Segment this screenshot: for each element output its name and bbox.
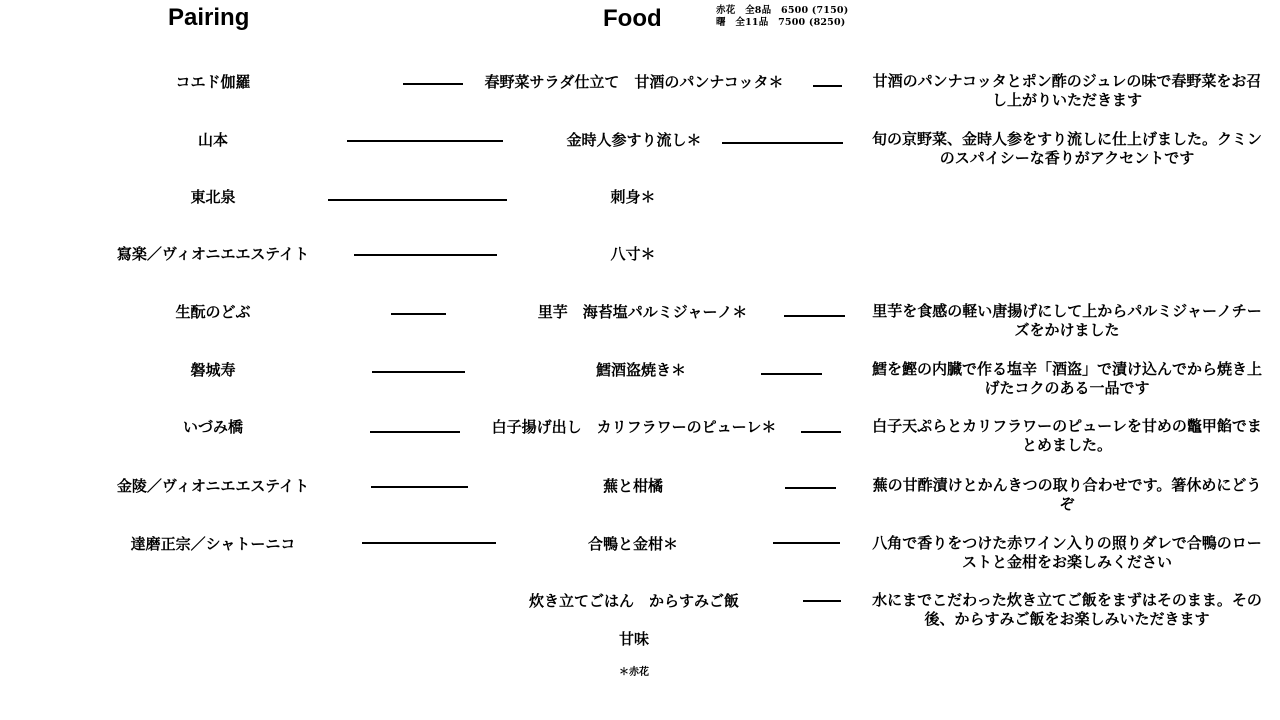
dish-name: 合鴨と金柑＊	[587, 535, 678, 553]
dish-description: 八角で香りをつけた赤ワイン入りの照りダレで合鴨のローストと金柑をお楽しみください	[872, 534, 1262, 571]
menu-row	[0, 130, 1280, 180]
connector-line	[347, 140, 503, 142]
pairing-name: コエド伽羅	[175, 73, 251, 91]
connector-line	[813, 85, 842, 87]
dish-name: 刺身＊	[610, 188, 656, 206]
connector-line	[784, 315, 845, 317]
price-info	[716, 5, 848, 29]
pairing-name: 達磨正宗／シャトーニコ	[130, 535, 296, 553]
price-line-akabana: 赤花 全8品 6500 (7150)	[716, 5, 849, 16]
menu-row	[0, 72, 1280, 122]
dish-name: 春野菜サラダ仕立て 甘酒のパンナコッタ＊	[484, 73, 784, 91]
connector-line	[372, 371, 465, 373]
dish-description: 蕪の甘酢漬けとかんきつの取り合わせです。箸休めにどうぞ	[872, 476, 1262, 513]
connector-line	[362, 542, 496, 544]
menu-row	[0, 187, 1280, 237]
dish-name: 炊き立てごはん からすみご飯	[528, 592, 739, 610]
dish-description: 甘酒のパンナコッタとポン酢のジュレの味で春野菜をお召し上がりいただきます	[872, 72, 1262, 109]
connector-line	[773, 542, 840, 544]
pairing-heading: Pairing	[168, 4, 250, 31]
connector-line	[722, 142, 843, 144]
connector-line	[371, 486, 468, 488]
pairing-name: 金陵／ヴィオニエエステイト	[116, 477, 310, 495]
menu-row	[0, 302, 1280, 352]
dish-name: 白子揚げ出し カリフラワーのピューレ＊	[491, 418, 777, 436]
food-heading: Food	[603, 5, 662, 32]
dish-description: 鱈を鰹の内臓で作る塩辛「酒盗」で漬け込んでから焼き上げたコクのある一品です	[871, 360, 1262, 397]
pairing-name: 磐城寿	[190, 361, 236, 379]
dish-description: 里芋を食感の軽い唐揚げにして上からパルミジャーノチーズをかけました	[872, 302, 1262, 339]
connector-line	[803, 600, 841, 602]
dessert-item: 甘味	[619, 630, 650, 648]
menu-row	[0, 360, 1280, 410]
price-line-akebono: 曙 全11品 7500 (8250)	[716, 17, 846, 28]
dish-name: 金時人参すり流し＊	[566, 131, 702, 149]
dish-name: 八寸＊	[610, 245, 656, 263]
menu-row	[0, 476, 1280, 526]
connector-line	[785, 487, 836, 489]
connector-line	[354, 254, 497, 256]
pairing-name: 東北泉	[190, 188, 236, 206]
dish-name: 蕪と柑橘	[602, 477, 663, 495]
dish-description: 白子天ぷらとカリフラワーのピューレを甘めの鼈甲餡でまとめました。	[872, 417, 1262, 454]
dish-description: 旬の京野菜、金時人参をすり流しに仕上げました。クミンのスパイシーな香りがアクセントです	[871, 130, 1262, 167]
connector-line	[391, 313, 446, 315]
dish-name: 鱈酒盗焼き＊	[595, 361, 686, 379]
pairing-name: 生酛のどぶ	[175, 303, 251, 321]
menu-row	[0, 534, 1280, 584]
pairing-name: 寫楽／ヴィオニエエステイト	[116, 245, 310, 263]
footnote: ＊赤花	[619, 667, 649, 678]
menu-row	[0, 244, 1280, 294]
connector-line	[801, 431, 841, 433]
dish-description: 水にまでこだわった炊き立てご飯をまずはそのまま。その後、からすみご飯をお楽しみいただきます	[872, 591, 1262, 628]
dish-name: 里芋 海苔塩パルミジャーノ＊	[537, 303, 748, 321]
connector-line	[403, 83, 463, 85]
connector-line	[328, 199, 507, 201]
pairing-name: 山本	[197, 131, 228, 149]
connector-line	[761, 373, 822, 375]
pairing-name: いづみ橋	[182, 418, 243, 436]
menu-row	[0, 417, 1280, 467]
connector-line	[370, 431, 460, 433]
